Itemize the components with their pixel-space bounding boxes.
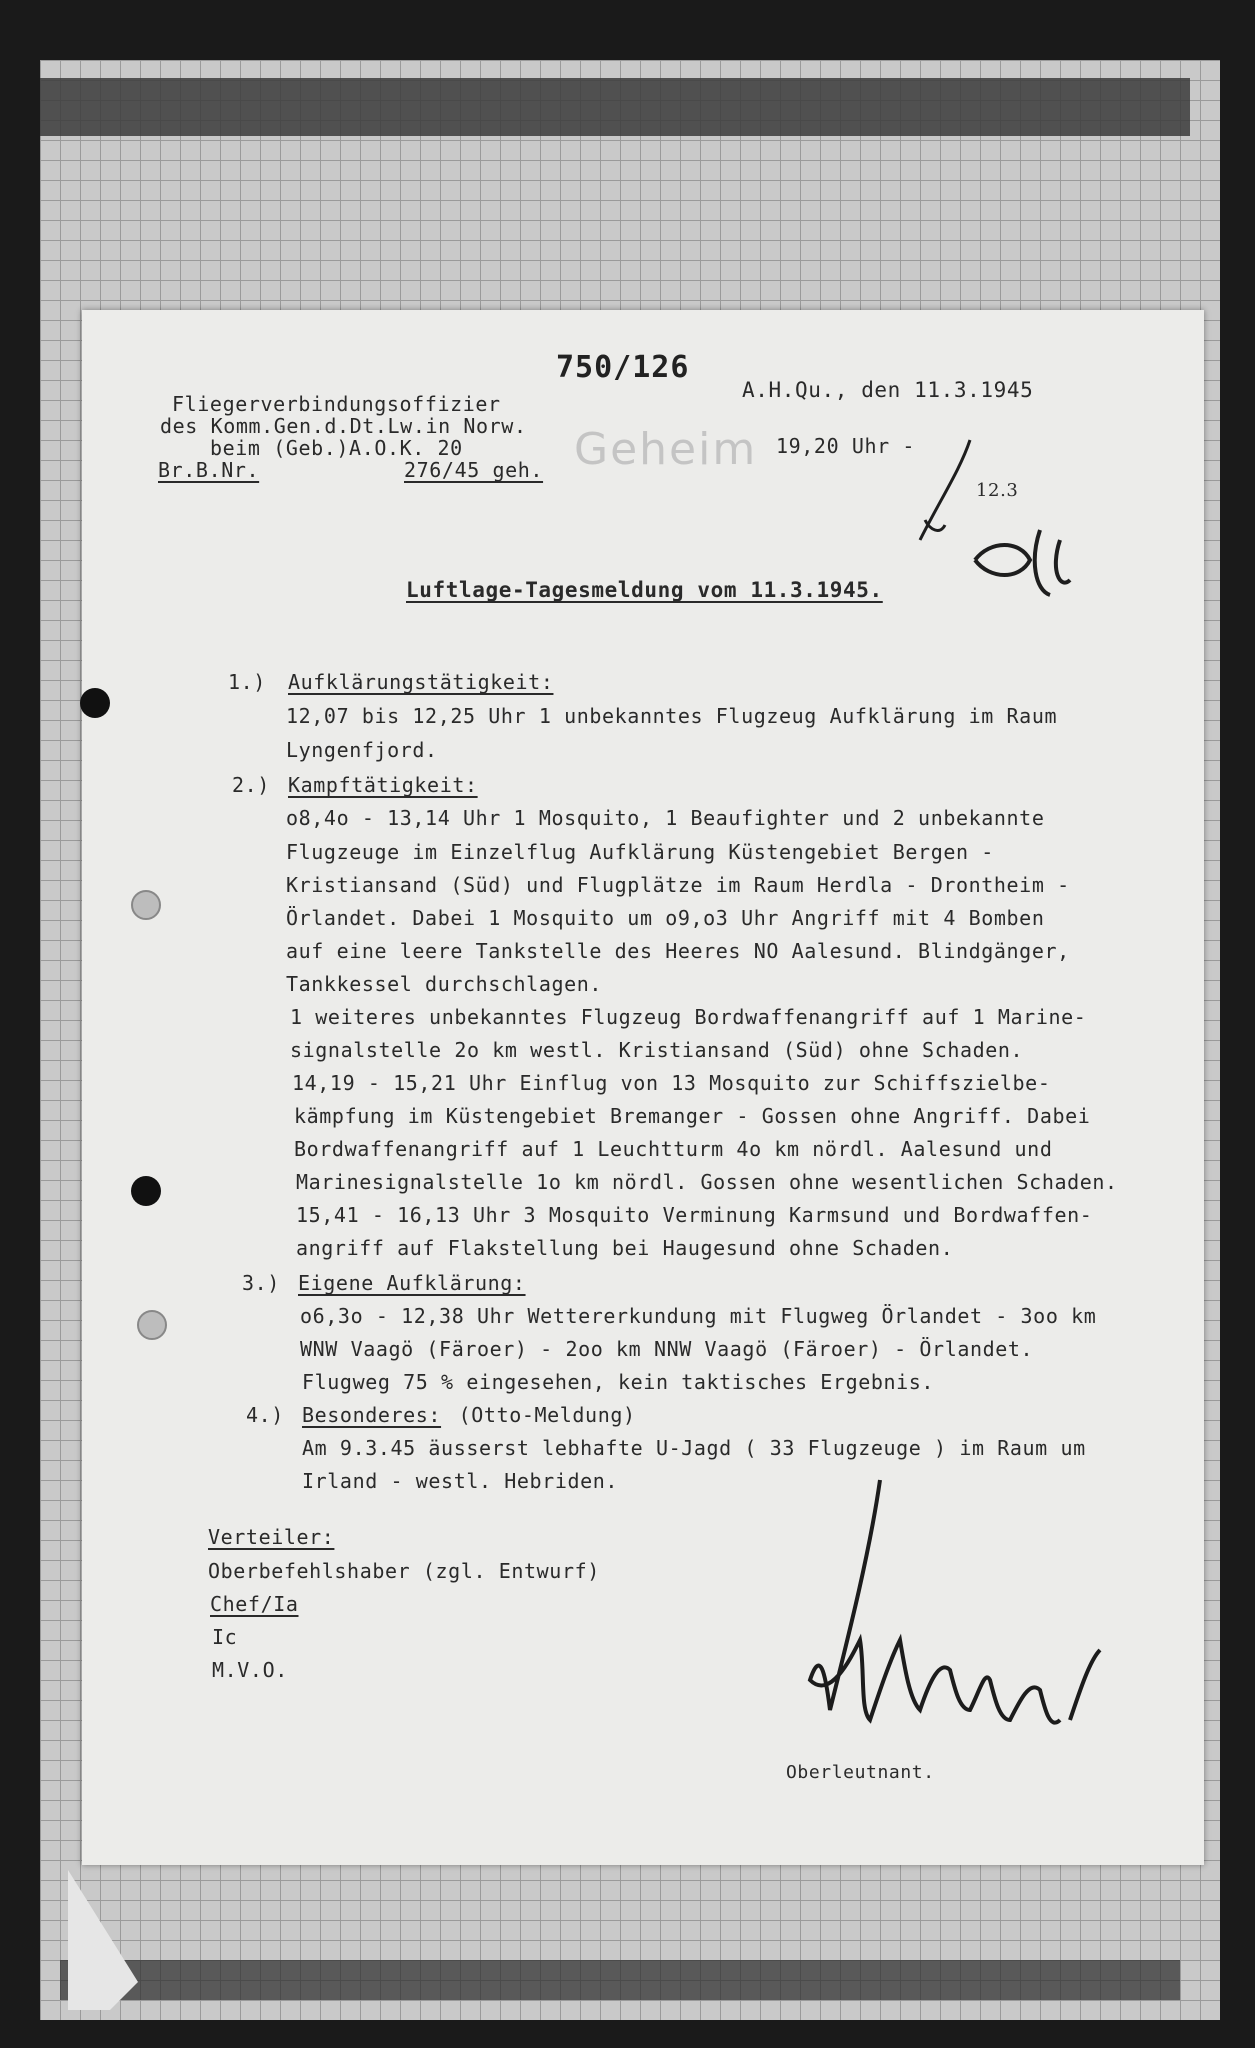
section-number: 3.) — [242, 1271, 280, 1295]
section-line: Kristiansand (Süd) und Flugplätze im Raum Herdla - Drontheim - — [286, 873, 1070, 897]
section-line: WNW Vaagö (Färoer) - 2oo km NNW Vaagö (Färoer) - Örlandet. — [300, 1337, 1034, 1361]
distribution-recipient: M.V.O. — [212, 1658, 288, 1682]
distribution-recipient: Chef/Ia — [210, 1592, 299, 1616]
section-line: Flugweg 75 % eingesehen, kein taktisches Ergebnis. — [302, 1370, 935, 1394]
section-heading: Kampftätigkeit: — [288, 773, 478, 797]
section-line: auf eine leere Tankstelle des Heeres NO Aalesund. Blindgänger, — [286, 939, 1070, 963]
section-line: Lyngenfjord. — [286, 738, 438, 762]
section-line: kämpfung im Küstengebiet Bremanger - Gossen ohne Angriff. Dabei — [294, 1104, 1091, 1128]
section-number: 4.) — [246, 1403, 284, 1427]
sender-line-2: des Komm.Gen.d.Dt.Lw.in Norw. — [160, 414, 527, 438]
report-title: Luftlage-Tagesmeldung vom 11.3.1945. — [406, 578, 883, 602]
section-heading: Eigene Aufklärung: — [298, 1271, 526, 1295]
section-line: Tankkessel durchschlagen. — [286, 972, 603, 996]
section-number: 2.) — [232, 773, 270, 797]
distribution-recipient: Oberbefehlshaber (zgl. Entwurf) — [208, 1559, 600, 1583]
document-number: 750/126 — [556, 350, 690, 385]
signature-rank: Oberleutnant. — [786, 1762, 935, 1783]
punch-hole — [131, 1176, 161, 1206]
punch-hole — [131, 890, 161, 920]
section-number: 1.) — [228, 670, 266, 694]
punch-hole — [80, 688, 110, 718]
section-line: angriff auf Flakstellung bei Haugesund ohne Schaden. — [296, 1236, 954, 1260]
reference-number: 276/45 geh. — [404, 458, 544, 482]
section-line: o8,4o - 13,14 Uhr 1 Mosquito, 1 Beaufighter und 2 unbekannte — [286, 806, 1045, 830]
section-line: Örlandet. Dabei 1 Mosquito um o9,o3 Uhr Angriff mit 4 Bomben — [286, 906, 1045, 930]
section-line: Bordwaffenangriff auf 1 Leuchtturm 4o km nördl. Aalesund und — [294, 1137, 1053, 1161]
handwritten-initials — [900, 430, 1100, 630]
section-line: 1 weiteres unbekanntes Flugzeug Bordwaffenangriff auf 1 Marine- — [290, 1005, 1087, 1029]
distribution-label: Verteiler: — [208, 1525, 335, 1549]
time: 19,20 Uhr - — [776, 434, 916, 458]
section-heading-suffix: (Otto-Meldung) — [446, 1403, 636, 1427]
section-line: 12,07 bis 12,25 Uhr 1 unbekanntes Flugzeug Aufklärung im Raum — [286, 704, 1058, 728]
section-heading: Aufklärungstätigkeit: — [288, 670, 554, 694]
location-date: A.H.Qu., den 11.3.1945 — [742, 378, 1034, 402]
punch-hole — [137, 1310, 167, 1340]
section-line: Am 9.3.45 äusserst lebhafte U-Jagd ( 33 Flugzeuge ) im Raum um — [302, 1436, 1086, 1460]
section-line: o6,3o - 12,38 Uhr Wettererkundung mit Flugweg Örlandet - 3oo km — [300, 1304, 1097, 1328]
section-line: Irland - westl. Hebriden. — [302, 1469, 619, 1493]
sender-line-3: beim (Geb.)A.O.K. 20 — [210, 436, 463, 460]
sender-line-1: Fliegerverbindungsoffizier — [172, 392, 501, 416]
section-line: signalstelle 2o km westl. Kristiansand (Süd) ohne Schaden. — [290, 1038, 1024, 1062]
handwritten-date: 12.3 — [976, 480, 1019, 501]
handwritten-signature — [790, 1470, 1120, 1770]
top-dark-band — [40, 78, 1190, 136]
bottom-dark-band — [60, 1960, 1180, 2000]
distribution-recipient: Ic — [212, 1625, 238, 1649]
section-line: 15,41 - 16,13 Uhr 3 Mosquito Verminung Karmsund und Bordwaffen- — [296, 1203, 1093, 1227]
section-line: 14,19 - 15,21 Uhr Einflug von 13 Mosquito zur Schiffszielbe- — [292, 1071, 1051, 1095]
reference-label: Br.B.Nr. — [158, 458, 260, 482]
section-line: Flugzeuge im Einzelflug Aufklärung Küstengebiet Bergen - — [286, 840, 994, 864]
classification-stamp: Geheim — [574, 424, 758, 475]
section-line: Marinesignalstelle 1o km nördl. Gossen ohne wesentlichen Schaden. — [296, 1170, 1118, 1194]
section-heading: Besonderes: — [302, 1403, 442, 1427]
